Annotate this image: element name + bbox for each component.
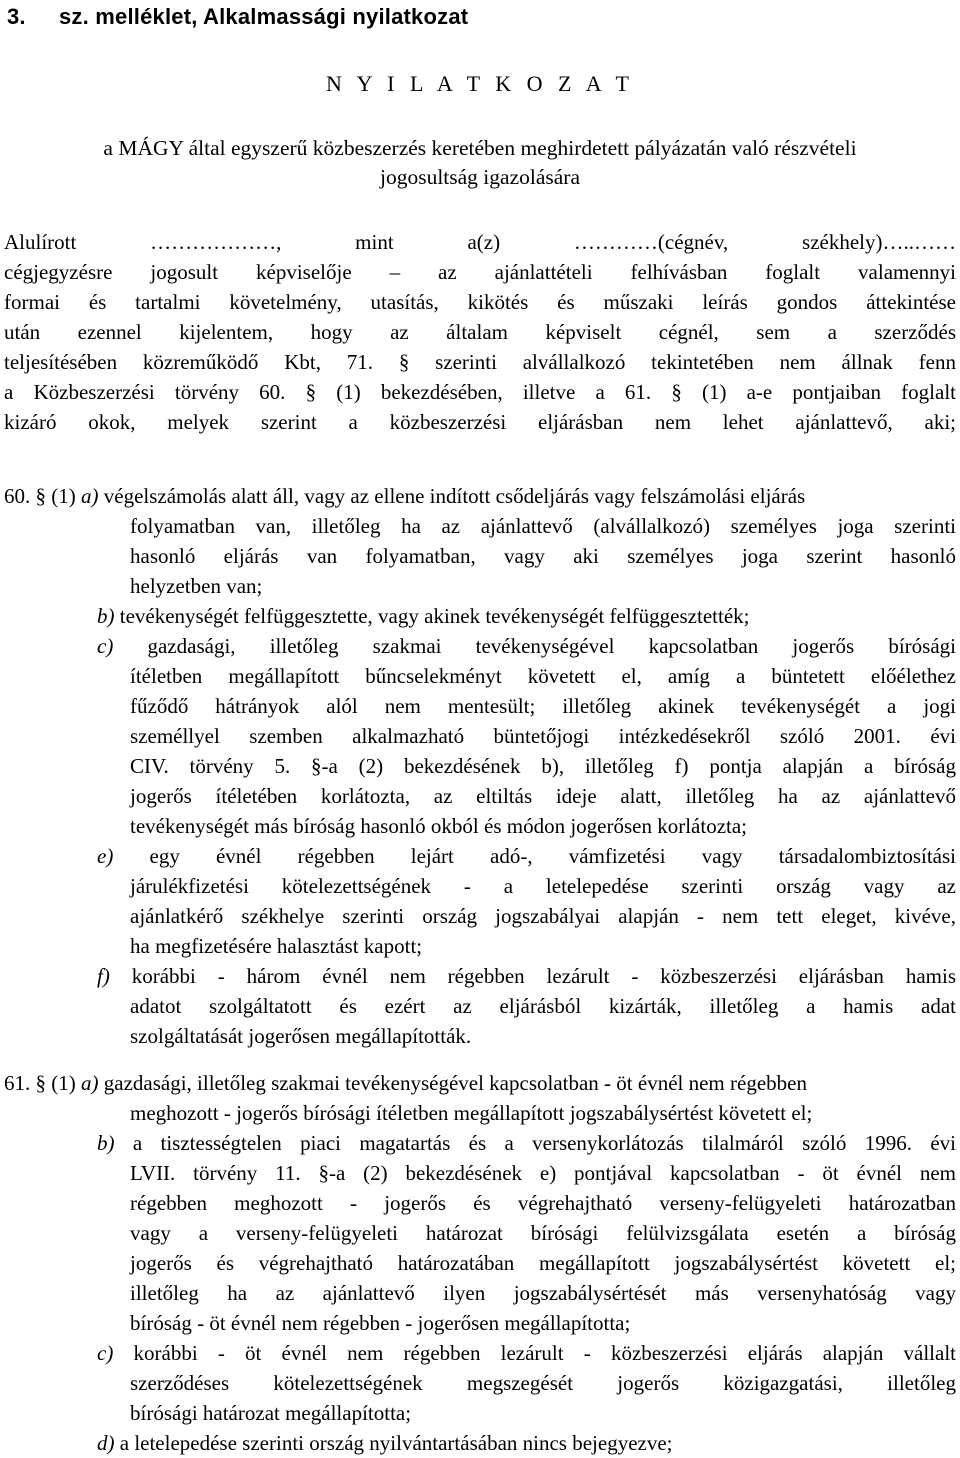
section-60-a-line: folyamatban van, illetőleg ha az ajánlattevő (alvállalkozó) személyes joga szerinti	[130, 514, 956, 538]
section-61-b-line: régebben meghozott - jogerős és végrehajtható verseny-felügyeleti határozatban	[130, 1191, 956, 1215]
subtitle-line-2: jogosultság igazolására	[379, 165, 580, 189]
section-60-e-line: ha megfizetésére halasztást kapott;	[130, 934, 423, 958]
section-60-c-line: tevékenységét más bíróság hasonló okból és módon jogerősen korlátozta;	[130, 814, 748, 838]
intro-line-5: teljesítésében közreműködő Kbt, 71. § szerinti alvállalkozó tekintetében nem állnak fenn	[4, 350, 956, 374]
document-title: N Y I L A T K O Z A T	[326, 71, 634, 96]
section-61-c-first: c) korábbi - öt évnél nem régebben lezárult - közbeszerzési eljárás alapján vállalt	[97, 1341, 956, 1365]
annex-number: 3.	[7, 4, 26, 29]
section-61-b-line: vagy a verseny-felügyeleti határozat bírósági felülvizsgálata esetén a bíróság	[130, 1221, 956, 1245]
section-60-b: b) tevékenységét felfüggesztette, vagy akinek tevékenységét felfüggesztették;	[97, 604, 750, 628]
section-60-f-line: adatot szolgáltatott és ezért az eljárásból kizárták, illetőleg a hamis adat	[130, 994, 956, 1018]
intro-line-2: cégjegyzésre jogosult képviselője – az ajánlattételi felhívásban foglalt valamennyi	[4, 260, 956, 284]
section-60-f-line: szolgáltatását jogerősen megállapították.	[130, 1024, 472, 1048]
section-60	[4, 481, 956, 1051]
section-60-e-line: ajánlatkérő székhelye szerinti ország jogszabályai alapján - nem tett eleget, kivéve,	[130, 904, 956, 928]
intro-line-1: Alulírott ………………, mint a(z) …………(cégnév, székhely)…..……	[4, 230, 956, 254]
section-61-b-first: b) a tisztességtelen piaci magatartás és a versenykorlátozás tilalmáról szóló 1996. évi	[97, 1131, 956, 1155]
section-60-a-line: hasonló eljárás van folyamatban, vagy aki személyes joga szerint hasonló	[130, 544, 956, 568]
section-61	[4, 1068, 956, 1458]
intro-line-7: kizáró okok, melyek szerint a közbeszerzési eljárásban nem lehet ajánlattevő, aki;	[4, 410, 956, 434]
section-61-b-line: LVII. törvény 11. §-a (2) bekezdésének e) pontjával kapcsolatban - öt évnél nem	[130, 1161, 956, 1185]
section-60-a-line: helyzetben van;	[130, 574, 263, 598]
section-61-a-line: meghozott - jogerős bírósági ítéletben megállapított jogszabálysértést követett el;	[130, 1101, 813, 1125]
section-61-c-line: bírósági határozat megállapította;	[130, 1401, 412, 1425]
document-subtitle	[4, 134, 956, 192]
intro-line-6: a Közbeszerzési törvény 60. § (1) bekezdésében, illetve a 61. § (1) a-e pontjaiban foglalt	[4, 380, 956, 404]
section-60-c-first: c) gazdasági, illetőleg szakmai tevékenységével kapcsolatban jogerős bírósági	[97, 634, 956, 658]
section-60-c-line: fűződő hátrányok alól nem mentesült; illetőleg akinek tevékenységét a jogi	[130, 694, 956, 718]
section-60-c-line: jogerős ítéletében korlátozta, az eltiltás ideje alatt, illetőleg ha az ajánlattevő	[130, 784, 956, 808]
section-60-e-first: e) egy évnél régebben lejárt adó-, vámfizetési vagy társadalombiztosítási	[97, 844, 956, 868]
section-61-a-first: 61. § (1) a) gazdasági, illetőleg szakmai tevékenységével kapcsolatban - öt évnél nem régebben	[4, 1071, 807, 1095]
section-60-f-first: f) korábbi - három évnél nem régebben lezárult - közbeszerzési eljárásban hamis	[97, 964, 956, 988]
section-60-c-line: személlyel szemben alkalmazható büntetőjogi intézkedésekről szóló 2001. évi	[130, 724, 956, 748]
subtitle-line-1: a MÁGY által egyszerű közbeszerzés keretében meghirdetett pályázatán való részvételi	[103, 136, 857, 160]
section-61-b-line: jogerős és végrehajtható határozatában megállapított jogszabálysértést követett el;	[130, 1251, 956, 1275]
section-61-b-line: bíróság - öt évnél nem régebben - jogerősen megállapította;	[130, 1311, 631, 1335]
annex-title: sz. melléklet, Alkalmassági nyilatkozat	[59, 4, 469, 29]
section-61-d: d) a letelepedése szerinti ország nyilvántartásában nincs bejegyezve;	[97, 1431, 673, 1455]
section-60-c-line: ítéletben megállapított bűncselekményt követett el, amíg a büntetett előélethez	[130, 664, 956, 688]
section-60-a-first: 60. § (1) a) végelszámolás alatt áll, vagy az ellene indított csődeljárás vagy felszámolási eljárás	[4, 484, 806, 508]
section-61-c-line: szerződéses kötelezettségének megszegését jogerős közigazgatási, illetőleg	[130, 1371, 956, 1395]
intro-line-4: után ezennel kijelentem, hogy az általam képviselt cégnél, sem a szerződés	[4, 320, 956, 344]
section-61-b-line: illetőleg ha az ajánlattevő ilyen jogszabálysértését más versenyhatóság vagy	[130, 1281, 956, 1305]
section-60-c-line: CIV. törvény 5. §-a (2) bekezdésének b), illetőleg f) pontja alapján a bíróság	[130, 754, 956, 778]
intro-line-3: formai és tartalmi követelmény, utasítás, kikötés és műszaki leírás gondos áttekintése	[4, 290, 956, 314]
declaration-paragraph	[4, 227, 956, 437]
annex-header	[7, 4, 468, 30]
section-60-e-line: járulékfizetési kötelezettségének - a letelepedése szerinti ország vagy az	[130, 874, 956, 898]
